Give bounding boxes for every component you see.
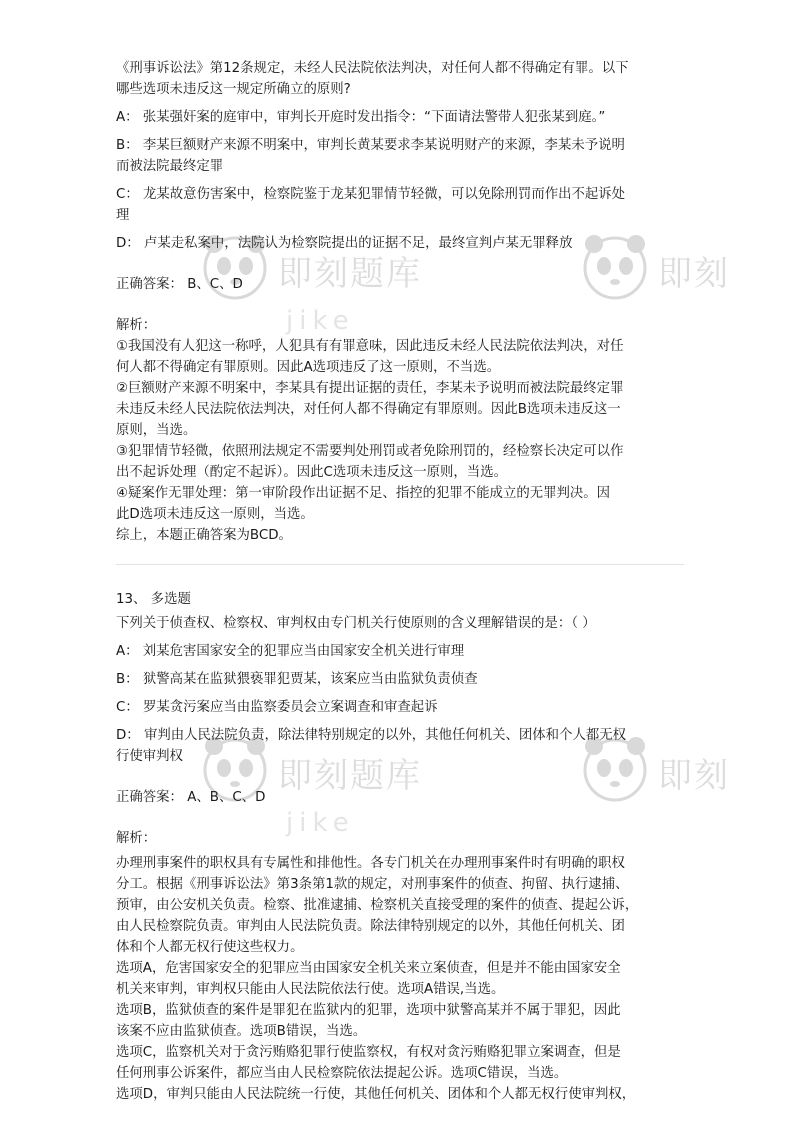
analysis-line: 机关来审判，审判权只能由人民法院依法行使。选项A错误,当选。 [116,982,505,997]
watermark-brand: 即刻 [658,254,730,294]
analysis-line: 选项D，审判只能由人民法院统一行使，其他任何机关、团体和个人都无权行使审判权， [116,1087,636,1102]
question-header: 13、 多选题 [116,592,191,607]
stem-line: 下列关于侦查权、检察权、审判权由专门机关行使原则的含义理解错误的是：（ ） [116,616,596,631]
option-text: A： 刘某危害国家安全的犯罪应当由国家安全机关进行审理 [116,644,465,659]
correct-answer: 正确答案： B、C、D [116,277,243,292]
option-item [116,641,686,662]
question-options [116,641,686,767]
watermark-brand: 即刻 [658,756,730,796]
question-stem [116,58,686,100]
option-text: 行使审判权 [116,749,183,764]
analysis-line: ①我国没有人犯这一称呼，人犯具有有罪意味，因此违反未经人民法院依法判决，对任 [116,339,624,354]
watermark-brand: 即刻题库 [278,756,422,796]
option-text: D： 卢某走私案中，法院认为检察院提出的证据不足，最终宣判卢某无罪释放 [116,236,573,251]
analysis-line: 未违反未经人民法院依法判决，对任何人都不得确定有罪原则。因此B选项未违反这一 [116,402,621,417]
option-text: C： 龙某故意伤害案中，检察院鉴于龙某犯罪情节轻微，可以免除刑罚而作出不起诉处 [116,187,626,202]
question-12 [116,58,686,546]
stem-line: 《刑事诉讼法》第12条规定，未经人民法院依法判决，对任何人都不得确定有罪。以下 [116,61,629,76]
option-item [116,135,686,177]
analysis-line: 选项C，监察机关对于贪污贿赂犯罪行使监察权，有权对贪污贿赂犯罪立案调查，但是 [116,1045,621,1060]
option-text: D： 审判由人民法院负责，除法律特别规定的以外，其他任何机关、团体和个人都无权 [116,728,627,743]
analysis-line: 分工。根据《刑事诉讼法》第3条第1款的规定，对刑事案件的侦查、拘留、执行逮捕、 [116,877,629,892]
option-text: 而被法院最终定罪 [116,159,224,174]
analysis-line: 原则，当选。 [116,423,197,438]
option-item [116,697,686,718]
analysis-line: 该案不应由监狱侦查。选项B错误，当选。 [116,1024,367,1039]
analysis-line: ②巨额财产来源不明案中，李某具有提出证据的责任，李某未予说明而被法院最终定罪 [116,381,624,396]
option-item [116,669,686,690]
question-options [116,107,686,254]
option-text: A： 张某强奸案的庭审中，审判长开庭时发出指令：“下面请法警带人犯张某到庭。” [116,110,606,125]
analysis-line: 出不起诉处理（酌定不起诉）。因此C选项未违反这一原则，当选。 [116,465,507,480]
analysis-label: 解析： [116,831,157,846]
option-item [116,184,686,226]
option-text: C： 罗某贪污案应当由监察委员会立案调查和审查起诉 [116,700,438,715]
section-divider [116,564,684,565]
option-item [116,233,686,254]
watermark-url: jike [286,808,355,838]
analysis-text [116,853,686,1105]
analysis-line: 何人都不得确定有罪原则。因此A选项违反了这一原则，不当选。 [116,360,501,375]
analysis-line: 由人民检察院负责。审判由人民法院负责。除法律特别规定的以外，其他任何机关、团 [116,919,625,934]
analysis-line: ④疑案作无罪处理：第一审阶段作出证据不足、指控的犯罪不能成立的无罪判决。因 [116,486,611,501]
correct-answer: 正确答案： A、B、C、D [116,790,266,805]
option-text: B： 狱警高某在监狱猥亵罪犯贾某，该案应当由监狱负责侦查 [116,672,478,687]
document-page [116,58,686,1105]
analysis-line: ③犯罪情节轻微，依照刑法规定不需要判处刑罚或者免除刑罚的，经检察长决定可以作 [116,444,624,459]
analysis-line: 综上，本题正确答案为BCD。 [116,528,292,543]
question-stem [116,613,686,634]
option-text: B： 李某巨额财产来源不明案中，审判长黄某要求李某说明财产的来源，李某未予说明 [116,138,625,153]
analysis-line: 办理刑事案件的职权具有专属性和排他性。各专门机关在办理刑事案件时有明确的职权 [116,856,625,871]
analysis-line: 此D选项未违反这一原则，当选。 [116,507,314,522]
analysis-line: 预审，由公安机关负责。检察、批准逮捕、检察机关直接受理的案件的侦查、提起公诉， [116,898,639,913]
stem-line: 哪些选项未违反这一规定所确立的原则? [116,82,351,97]
analysis-line: 任何刑事公诉案件，都应当由人民检察院依法提起公诉。选项C错误，当选。 [116,1066,568,1081]
option-item [116,725,686,767]
option-text: 理 [116,208,130,223]
analysis-line: 体和个人都无权行使这些权力。 [116,940,304,955]
analysis-line: 选项A，危害国家安全的犯罪应当由国家安全机关来立案侦查，但是并不能由国家安全 [116,961,621,976]
question-13 [116,589,686,1105]
analysis-label: 解析： [116,318,157,333]
analysis-line: 选项B，监狱侦查的案件是罪犯在监狱内的犯罪，选项中狱警高某并不属于罪犯，因此 [116,1003,621,1018]
watermark-brand: 即刻题库 [278,254,422,294]
analysis-text [116,336,686,546]
watermark-url: jike [286,306,355,336]
option-item [116,107,686,128]
